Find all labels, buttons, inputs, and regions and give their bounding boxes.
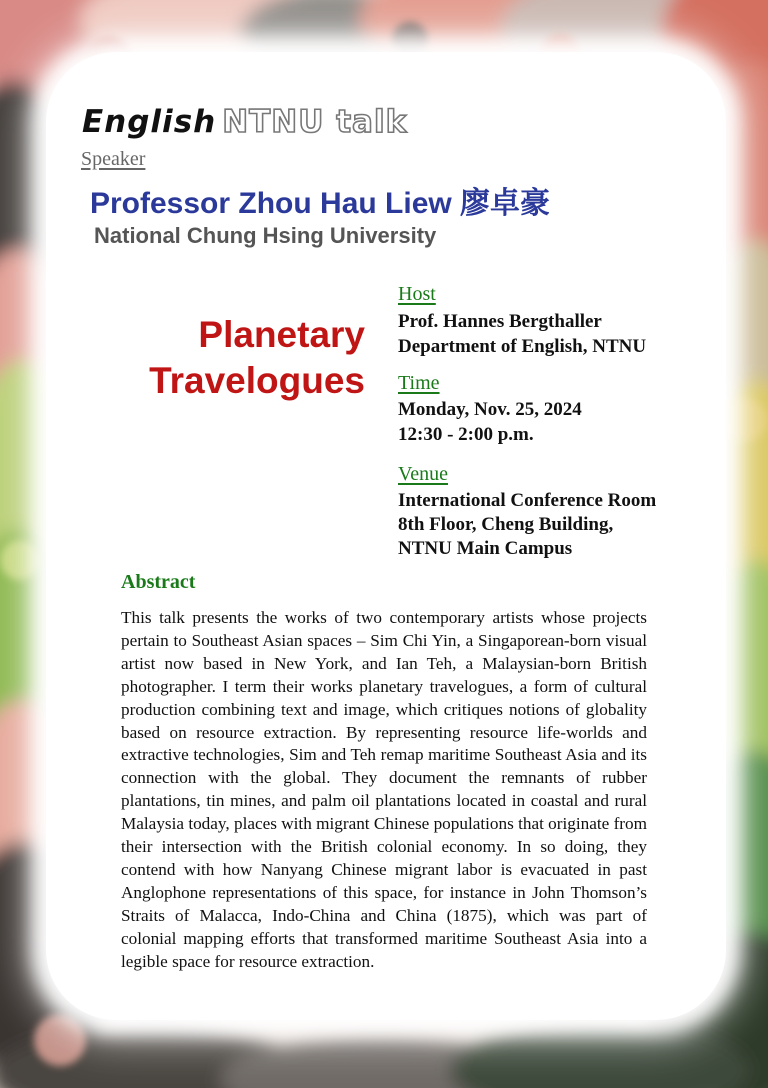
time-label: Time bbox=[398, 372, 440, 394]
talk-title-line2: Travelogues bbox=[149, 360, 365, 401]
time-date: Monday, Nov. 25, 2024 bbox=[398, 399, 582, 420]
english-ntnu-talk-logo bbox=[82, 104, 407, 140]
logo-ntnu-talk: NTNU talk bbox=[222, 104, 408, 140]
venue-line1: International Conference Room bbox=[398, 490, 657, 511]
time-hours: 12:30 - 2:00 p.m. bbox=[398, 424, 534, 445]
speaker-name: Professor Zhou Hau Liew 廖卓豪 bbox=[90, 187, 551, 220]
host-label: Host bbox=[398, 283, 436, 305]
talk-title bbox=[100, 312, 365, 404]
talk-title-line1: Planetary bbox=[198, 314, 365, 355]
speaker-label: Speaker bbox=[81, 148, 146, 170]
host-department: Department of English, NTNU bbox=[398, 336, 647, 357]
venue-line3: NTNU Main Campus bbox=[398, 538, 573, 559]
venue-label: Venue bbox=[398, 463, 448, 485]
abstract-body: This talk presents the works of two contemporary artists whose projects pertain to Southeast Asian spaces – Sim Chi Yin, a Singaporean-born visual artist now based in New York, and Ian Teh, a Malaysian-born British photographer. I term their works planetary travelogues, a form of cultural production combining text and image, which critiques notions of globality based on resource extraction. By representing resource life-worlds and extractive technologies, Sim and Teh remap maritime Southeast Asia and its connection with the global. They document the remnants of rubber plantations, tin mines, and palm oil plantations located in coastal and rural Malaysia today, places with migrant Chinese populations that originate from their intersection with the British colonial economy. In so doing, they contend with how Nanyang Chinese migrant labor is evacuated in past Anglophone representations of this space, for instance in John Thomson’s Straits of Malacca, Indo-China and China (1875), which was part of colonial mapping efforts that transformed maritime Southeast Asia into a legible space for resource extraction. bbox=[121, 608, 647, 971]
host-name: Prof. Hannes Bergthaller bbox=[398, 311, 602, 332]
speaker-affiliation: National Chung Hsing University bbox=[94, 223, 437, 248]
venue-line2: 8th Floor, Cheng Building, bbox=[398, 514, 614, 535]
abstract-heading: Abstract bbox=[121, 571, 196, 593]
logo-english: English bbox=[82, 104, 217, 140]
